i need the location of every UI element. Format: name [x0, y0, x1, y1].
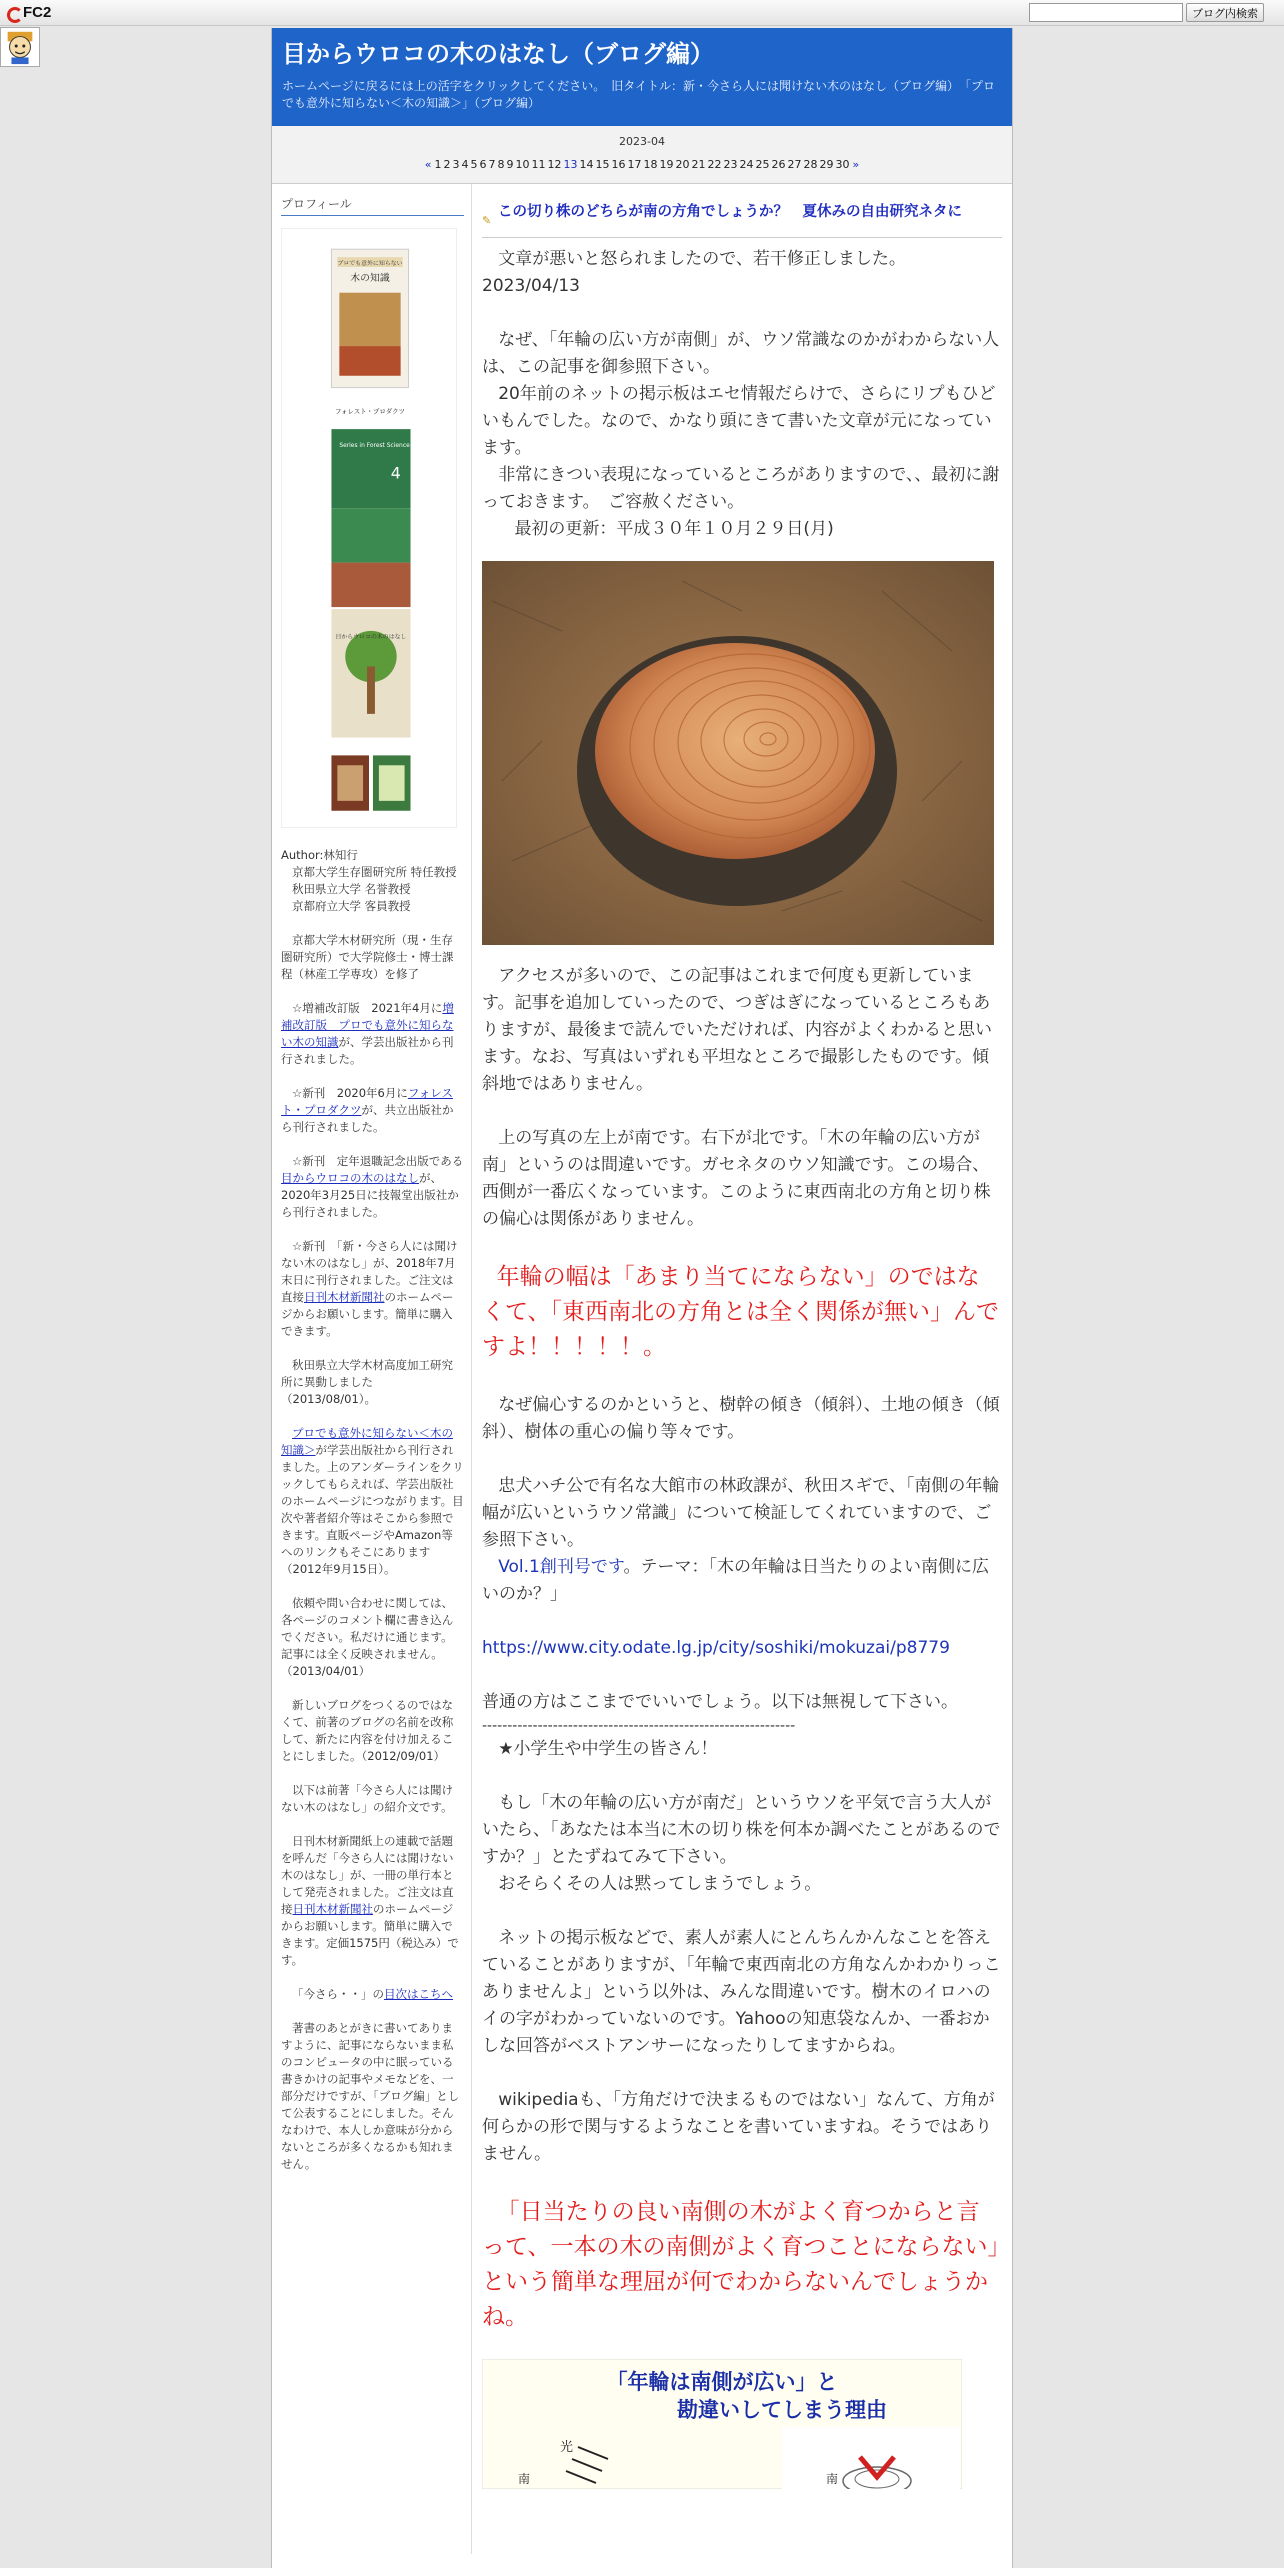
previous-book-text: 以下は前著「今さら人には聞けない木のはなし」の紹介文です。 [281, 1783, 453, 1814]
para-9-rest: 。テーマ：「木の年輪は日当たりのよい南側に広いのか？」 [482, 1557, 990, 1604]
news-2-pre: ☆新刊 2020年6月に [291, 1086, 408, 1100]
emphasis-red-2-text: 「日当たりの良い南側の木がよく育つからと言って、一本の木の南側がよく育つことにならない」という簡単な理屈が何でわからないんでしょうかね。 [482, 2199, 1000, 2330]
para-13-text: おそらくその人は黙ってしまうでしょう。 [498, 1874, 822, 1894]
news-1-pre: ☆増補改訂版 2021年4月に [291, 1001, 443, 1015]
blog-page [271, 28, 1013, 2568]
para-3-text: 非常にきつい表現になっているところがありますので、、最初に謝っておきます。 ご容赦ください。 [482, 465, 1000, 512]
affiliation-2: 秋田県立大学 名誉教授 [291, 882, 411, 896]
post-body [482, 246, 1002, 2489]
sidebar [281, 196, 464, 2190]
calendar-day: 21 [691, 158, 706, 171]
diagram-south-label-2: 南 [826, 2472, 839, 2486]
calendar-day: 26 [771, 158, 786, 171]
afterword-text: 著書のあとがきに書いてありますように、記事にならないまま私のコンピュータの中に眠っている書きかけの記事やメモなどを、一部分だけですが、「ブログ編」として公表することにしました。そんなわけで、本人しか意味が分からないところが多くなるかも知れません。 [281, 2021, 460, 2171]
blog-title[interactable]: 目からウロコの木のはなし（ブログ編） [282, 40, 714, 68]
para-2-text: 20年前のネットの掲示板はエセ情報だらけで、さらにリプもひどいもんでした。なので、かなり頭にきて書いた文章が元になっています。 [482, 384, 996, 458]
author-block [281, 847, 464, 915]
post-para-8 [482, 1473, 1002, 1554]
calendar-prev-link[interactable]: « [424, 158, 432, 171]
toc-pre: 「今さら・・」の [291, 1987, 384, 2001]
profile-news-2 [281, 1085, 464, 1136]
imasara-pre: 日刊木材新聞紙上の連載で話題を呼んだ「今さら人には聞けない木のはなし」が、一冊の単行本として発売されました。ご注文は直接 [281, 1834, 454, 1916]
para-15-text: wikipediaも、「方角だけで決まるものではない」なんて、方角が何らかの形で関与するようなことを書いていますね。そうではありません。 [482, 2090, 995, 2164]
tree-stump-photo[interactable] [482, 561, 994, 945]
book3-number: 4 [390, 463, 401, 483]
profile-news-6 [281, 1425, 464, 1578]
south-ring-misconception-diagram[interactable] [482, 2359, 962, 2489]
post-para-2 [482, 381, 1002, 462]
para-1-text: なぜ、「年輪の広い方が南側」が、ウソ常識なのかがわからない人は、この記事を御参照下さい。 [482, 330, 1000, 377]
book-covers-image[interactable] [281, 228, 457, 828]
profile-imasara [281, 1833, 464, 1969]
post-para-13 [482, 1871, 1002, 1898]
calendar-day: 7 [488, 158, 496, 171]
calendar-day: 19 [659, 158, 674, 171]
calendar-day: 29 [819, 158, 834, 171]
calendar-day: 16 [611, 158, 626, 171]
profile-previous-book [281, 1782, 464, 1816]
post-title[interactable] [482, 201, 1002, 238]
calendar-day: 8 [497, 158, 505, 171]
post-para-15 [482, 2087, 1002, 2168]
para-14-text: ネットの掲示板などで、素人が素人にとんちんかんなことを答えていることがありますが、「年輪で東西南北の方角なんかわかりっこありませんよ」という以外は、みんな間違いです。樹木のイロハのイの字がわかっていないのです。Yahooの知恵袋なんか、一番おかしな回答がベストアンサーになったりしてますからね。 [482, 1928, 1001, 2056]
fc2-logo-text: FC2 [23, 4, 52, 21]
calendar-day: 3 [452, 158, 460, 171]
book1-title: 木の知識 [350, 272, 390, 284]
column-divider [471, 184, 472, 2554]
para-11-text: ★小学生や中学生の皆さん！ [498, 1739, 718, 1759]
para-7-text: なぜ偏心するのかというと、樹幹の傾き（傾斜）、土地の傾き（傾斜）、樹体の重心の偏り等々です。 [482, 1395, 1000, 1442]
calendar-day: 2 [443, 158, 451, 171]
toc-link[interactable]: 目次はこちへ [383, 1987, 453, 2001]
book-link-forest-products[interactable]: フォレスト・プロダクツ [281, 1086, 453, 1117]
calendar-day: 18 [643, 158, 658, 171]
link-nikkan-mokuzai-2[interactable]: 日刊木材新聞社 [292, 1902, 373, 1916]
diagram-light-label: 光 [560, 2440, 574, 2455]
profile-heading: プロフィール [281, 196, 464, 216]
calendar-day: 28 [803, 158, 818, 171]
profile-news-4 [281, 1238, 464, 1340]
news-1-post: が、学芸出版社から刊行されました。 [281, 1035, 454, 1066]
odate-city-link[interactable]: https://www.city.odate.lg.jp/city/soshiki/mokuzai/p8779 [482, 1638, 950, 1658]
profile-afterword [281, 2020, 464, 2173]
post-para-11 [482, 1736, 1002, 1763]
book-link-revised[interactable]: 増補改訂版 プロでも意外に知らない木の知識 [281, 1001, 454, 1049]
profile-education [281, 932, 464, 983]
book2-title: フォレスト・プロダクツ [335, 407, 405, 416]
blog-search-input[interactable] [1029, 3, 1183, 22]
calendar-day: 1 [434, 158, 442, 171]
post-title-text[interactable]: この切り株のどちらが南の方角でしょうか？ 夏休みの自由研究ネタに [498, 204, 962, 220]
calendar-day-list [434, 158, 851, 171]
fc2-logo-icon [6, 6, 20, 20]
imasara-post: のホームページからお願いします。簡単に購入できます。定価1575円（税込み）です。 [281, 1902, 459, 1967]
calendar-day: 22 [707, 158, 722, 171]
calendar-day: 27 [787, 158, 802, 171]
post-para-10: 普通の方はここまででいいでしょう。以下は無視して下さい。 [482, 1692, 958, 1712]
calendar-next-link[interactable]: » [852, 158, 860, 171]
post-correction-date: 2023/04/13 [482, 276, 580, 296]
calendar-day: 12 [547, 158, 562, 171]
para-6-text: 上の写真の左上が南です。右下が北です。「木の年輪の広い方が南」というのは間違いです。ガセネタのウソ知識です。この場合、西側が一番広くなっています。このように東西南北の方角と切り株の偏心は関係がありません。 [482, 1128, 991, 1229]
correction-text: 文章が悪いと怒られましたので、若干修正しました。 [498, 249, 906, 269]
main-content [482, 201, 1002, 2489]
post-para-9 [482, 1554, 1002, 1608]
calendar-day: 11 [531, 158, 546, 171]
author-name: Author:林知行 [281, 848, 358, 862]
calendar-days [272, 158, 1012, 171]
blog-search [1029, 3, 1264, 22]
calendar-day: 25 [755, 158, 770, 171]
mascot-avatar[interactable] [0, 27, 40, 67]
diagram-title-2: 勘違いしてしまう理由 [677, 2398, 887, 2422]
content-columns [272, 184, 1012, 2554]
fc2-logo[interactable] [6, 4, 51, 21]
profile-blog-note [281, 1697, 464, 1765]
calendar [272, 126, 1012, 184]
contact-text: 依頼や問い合わせに関しては、各ページのコメント欄に書き込んでください。私だけに通じます。記事には全く反映されません。（2013/04/01） [281, 1596, 454, 1678]
pencil-icon: ✎ [482, 214, 492, 227]
first-update-text: 最初の更新：平成３０年１０月２９日(月) [514, 519, 834, 539]
news-3-pre: ☆新刊 定年退職記念出版である [291, 1154, 464, 1168]
emphasis-red-1 [482, 1260, 1002, 1365]
post-para-1 [482, 327, 1002, 381]
profile-toc [281, 1986, 464, 2003]
diagram-title-1: 「年輪は南側が広い」と [606, 2370, 838, 2394]
book-link-pro-knowledge[interactable]: プロでも意外に知らない＜木の知識＞ [281, 1426, 453, 1457]
calendar-day: 24 [739, 158, 754, 171]
book1-subtitle: プロでも意外に知らない [337, 260, 403, 268]
calendar-day: 30 [835, 158, 850, 171]
blog-header [272, 28, 1012, 126]
news-2-post: が、共立出版社から刊行されました。 [281, 1103, 454, 1134]
education-text: 京都大学木材研究所（現・生存圏研究所）で大学院修士・博士課程（林産工学専攻）を修了 [281, 933, 454, 981]
para-12-text: もし「木の年輪の広い方が南だ」というウソを平気で言う大人がいたら、「あなたは本当に木の切り株を何本か調べたことがあるのですか？」とたずねてみて下さい。 [482, 1793, 1001, 1867]
post-para-5 [482, 963, 1002, 1098]
news-3-post: が、2020年3月25日に技報堂出版社から刊行されました。 [281, 1171, 459, 1219]
post-para-3 [482, 462, 1002, 516]
calendar-day: 14 [579, 158, 594, 171]
vol1-link[interactable]: Vol.1創刊号です [498, 1557, 624, 1577]
profile-news-5 [281, 1357, 464, 1408]
news-6-post: が学芸出版社から刊行されました。上のアンダーラインをクリックしてもらえれば、学芸出版社のホームページにつながります。目次や著者紹介等はそこから参照できます。直販ページやAmazon等へのリンクもそこにあります（2012年9月15日）。 [281, 1443, 464, 1576]
calendar-day: 9 [506, 158, 514, 171]
calendar-day: 17 [627, 158, 642, 171]
blog-description: ホームページに戻るには上の活字をクリックしてください。 旧タイトル：新・今さら人には聞けない木のはなし（ブログ編） 「プロでも意外に知らない＜木の知識＞」（ブログ編） [282, 79, 996, 110]
link-nikkan-mokuzai-1[interactable]: 日刊木材新聞社 [304, 1290, 385, 1304]
post-correction-note [482, 246, 1002, 273]
profile-news-3 [281, 1153, 464, 1221]
news-5-text: 秋田県立大学木材高度加工研究所に異動しました（2013/08/01）。 [281, 1358, 453, 1406]
post-para-7 [482, 1392, 1002, 1446]
blog-note-text: 新しいブログをつくるのではなくて、前著のブログの名前を改称して、新たに内容を付け加えることにしました。（2012/09/01） [281, 1698, 454, 1763]
post-para-6 [482, 1125, 1002, 1233]
news-4-post: のホームページからお願いします。簡単に購入できます。 [281, 1290, 454, 1338]
emphasis-red-2 [482, 2195, 1002, 2335]
calendar-day: 4 [461, 158, 469, 171]
calendar-month: 2023-04 [619, 135, 665, 148]
calendar-day[interactable]: 13 [563, 158, 578, 171]
dashed-separator: -------------------------------------------------------------- [482, 1718, 796, 1734]
calendar-day: 10 [515, 158, 530, 171]
profile-contact [281, 1595, 464, 1680]
calendar-day: 20 [675, 158, 690, 171]
news-4-pre: ☆新刊 「新・今さら人には聞けない木のはなし」が、2018年7月末日に刊行されました。ご注文は直接 [281, 1239, 458, 1304]
calendar-day: 23 [723, 158, 738, 171]
post-first-update [482, 516, 1002, 543]
book4-title: 目からウロコの木のはなし [335, 633, 407, 641]
emphasis-red-1-text: 年輪の幅は「あまり当てにならない」のではなくて、「東西南北の方角とは全く関係が無い」んですよ！！！！！。 [482, 1264, 1000, 1360]
fc2-toolbar [0, 0, 1284, 26]
diagram-south-label-1: 南 [518, 2472, 531, 2486]
profile-news-1 [281, 1000, 464, 1068]
book3-series: Series in Forest Science [339, 441, 410, 449]
para-8-text: 忠犬ハチ公で有名な大館市の林政課が、秋田スギで、「南側の年輪幅が広いというウソ常識」について検証してくれていますので、ご参照下さい。 [482, 1476, 1000, 1550]
post-para-12 [482, 1790, 1002, 1871]
affiliation-3: 京都府立大学 客員教授 [291, 899, 411, 913]
blog-search-button[interactable]: ブログ内検索 [1186, 3, 1264, 22]
post-para-14 [482, 1925, 1002, 2060]
affiliation-1: 京都大学生存圏研究所 特任教授 [291, 865, 457, 879]
calendar-day: 6 [479, 158, 487, 171]
book-link-meuroko[interactable]: 目からウロコの木のはなし [281, 1171, 419, 1185]
para-5-text: アクセスが多いので、この記事はこれまで何度も更新しています。記事を追加していったので、つぎはぎになっているところもありますが、最後まで読んでいただければ、内容がよくわかると思います。なお、写真はいずれも平坦なところで撮影したものです。傾斜地ではありません。 [482, 966, 992, 1094]
calendar-day: 15 [595, 158, 610, 171]
calendar-day: 5 [470, 158, 478, 171]
